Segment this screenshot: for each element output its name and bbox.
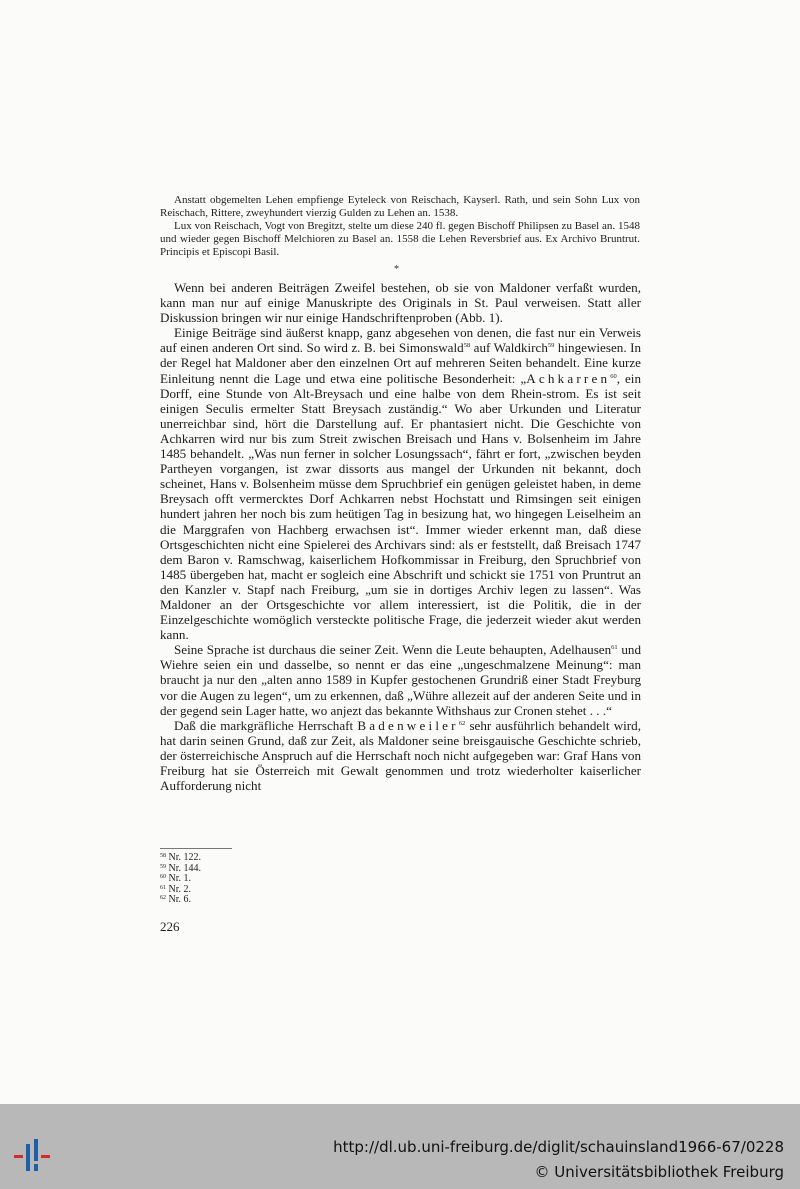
footnote-text: Nr. 1. [168,873,191,885]
copyright-notice: © Universitätsbibliothek Freiburg [534,1163,784,1181]
footnote-text: Nr. 6. [168,894,191,906]
text-run: und Wiehre seien ein und dasselbe, so nennt er das eine „ungeschmalzene Meinung“: man braucht ja nur den „alten anno 1589 in Kupfer gestochenen Grundriß einer Stadt Freyburg vor die Augen zu legen“, um zu erkennen, daß „Wühre allezeit auf der anderen Seite und in der gegend sein Lager hatte, wo anjezt das bekannte Withshaus zur Cronen stehet . . .“ [160,642,641,718]
footnote-ref-62[interactable]: 62 [458,719,466,727]
spaced-place-name: Badenweiler [357,717,459,733]
body-paragraph-2 [160,325,641,642]
text-run: Einige Beiträge sind äußerst knapp, ganz abgesehen von denen, die fast nur ein Verweis auf einen anderen Ort sind. So wird z. B. bei Simonswald [160,325,641,356]
footnote-ref-60[interactable]: 60 [610,372,617,380]
footnote-ref-61[interactable]: 61 [611,644,618,652]
body-paragraph-4 [160,718,641,793]
footnote-divider [160,848,232,849]
text-run: Daß die markgräfliche Herrschaft [174,717,358,733]
footnote-number: 62 [160,895,166,902]
text-run: Seine Sprache ist durchaus die seiner Zeit. Wenn die Leute behaupten, Adelhausen [174,642,612,658]
footnote [160,895,360,906]
quote-paragraph-2: Lux von Reischach, Vogt von Bregitzt, stelte um diese 240 fl. gegen Bischoff Philipsen zu Basel an. 1548 und wieder gegen Bischoff Melchioren zu Basel an. 1558 die Lehen Reversbrief aus. Ex Archivo Bruntrut. Principis et Episcopi Basil. [160,220,640,258]
text-run: sehr ausführlich behandelt wird, hat darin seinen Grund, daß zur Zeit, als Maldoner seine breisgauische Geschichte schrieb, der österreichische Anspruch auf die Herrschaft noch nicht aufgegeben war: Graf Hans von Freiburg hat sie Österreich mit Gewalt genommen und trotz wiederholter kaiserlicher Aufforderung nicht [160,717,641,794]
ub-freiburg-logo-icon[interactable] [10,1139,54,1175]
footnote-number: 59 [160,863,166,870]
document-url-link[interactable]: http://dl.ub.uni-freiburg.de/diglit/schauinsland1966-67/0228 [333,1138,784,1156]
footnote-number: 61 [160,884,166,891]
section-separator: * [394,264,399,275]
text-run: auf Waldkirch [470,340,548,356]
quoted-source-text [160,194,640,259]
quote-paragraph-1: Anstatt obgemelten Lehen empfienge Eyteleck von Reischach, Kayserl. Rath, und sein Sohn Lux von Reischach, Rittere, zweyhundert vierzig Gulden zu Lehen an. 1538. [160,194,640,219]
footnote-ref-59[interactable]: 59 [547,342,555,350]
footnote-number: 60 [160,874,166,881]
main-text [160,280,641,793]
body-paragraph-1: Wenn bei anderen Beiträgen Zweifel bestehen, ob sie von Maldoner verfaßt wurden, kann man nur auf einige Manuskripte des Originals in St. Paul verweisen. Statt aller Diskussion bringen wir nur einige Handschriftenproben (Abb. 1). [160,280,641,326]
text-run: , ein Dorff, eine Stunde von Alt-Breysach und eine halbe von dem Rhein-strom. Es ist seit einigen Seculis ermelter Statt Breysach zuständig.“ Wo aber Urkunden und Literatur unerreichbar sind, hört die Darstellung auf. Er phantasiert nicht. Die Geschichte von Achkarren wird nur bis zum Streit zwischen Breisach und Hans v. Bolsenheim im Jahre 1485 behandelt. „Was nun ferner in solcher Losungssach“, fährt er fort, „zwischen beyden Partheyen vorgangen, ist zwar dissorts aus mangel der Urkunden nit bekannt, doch scheinet, Hans v. Bolsenheim müsse dem Spruchbrief ein genügen geleistet haben, in deme Breysach offt vermercktes Dorf Achkarren nebst Hochstatt und Rimsingen seit einigen hundert jahren her noch bis zum heütigen Tag in besizung hat, wo hingegen Leiselheim an die Marggrafen von Hachberg erwachsen ist“. Immer wieder erkennt man, daß diese Ortsgeschichten nicht eine Spielerei des Archivars sind: als er feststellt, daß Breisach 1747 dem Baron v. Ramschwag, kaiserlichem Hofkommissar in Freiburg, den Spruchbrief von 1485 übergeben hat, macht er sogleich eine Abschrift und schickt sie 1751 von Pruntrut an den Kanzler v. Stapf nach Freiburg, „um sie in dortiges Archiv legen zu lassen“. Was Maldoner an der Ortsgeschichte vor allem interessiert, ist die Politik, die in der Einzelgeschichte womöglich versteckte politische Frage, die jederzeit wieder akut werden kann. [160,370,641,643]
footnote-text: Nr. 144. [168,862,201,874]
text-run: hingewiesen. In der Regel hat Maldoner aber den einzelnen Ort auf mehreren Seiten behandelt. Eine kurze Einleitung nennt die Lage und etwa eine politische Besonderheit: „ [160,340,641,386]
footnote-number: 58 [160,853,166,859]
footnotes [160,853,360,906]
page-number: 226 [160,919,180,934]
footnote-ref-58[interactable]: 58 [463,342,471,350]
spaced-place-name: Achkarren [526,370,611,386]
body-paragraph-3 [160,642,641,717]
footnote-text: Nr. 2. [168,883,191,895]
footnote-text: Nr. 122. [168,852,201,863]
